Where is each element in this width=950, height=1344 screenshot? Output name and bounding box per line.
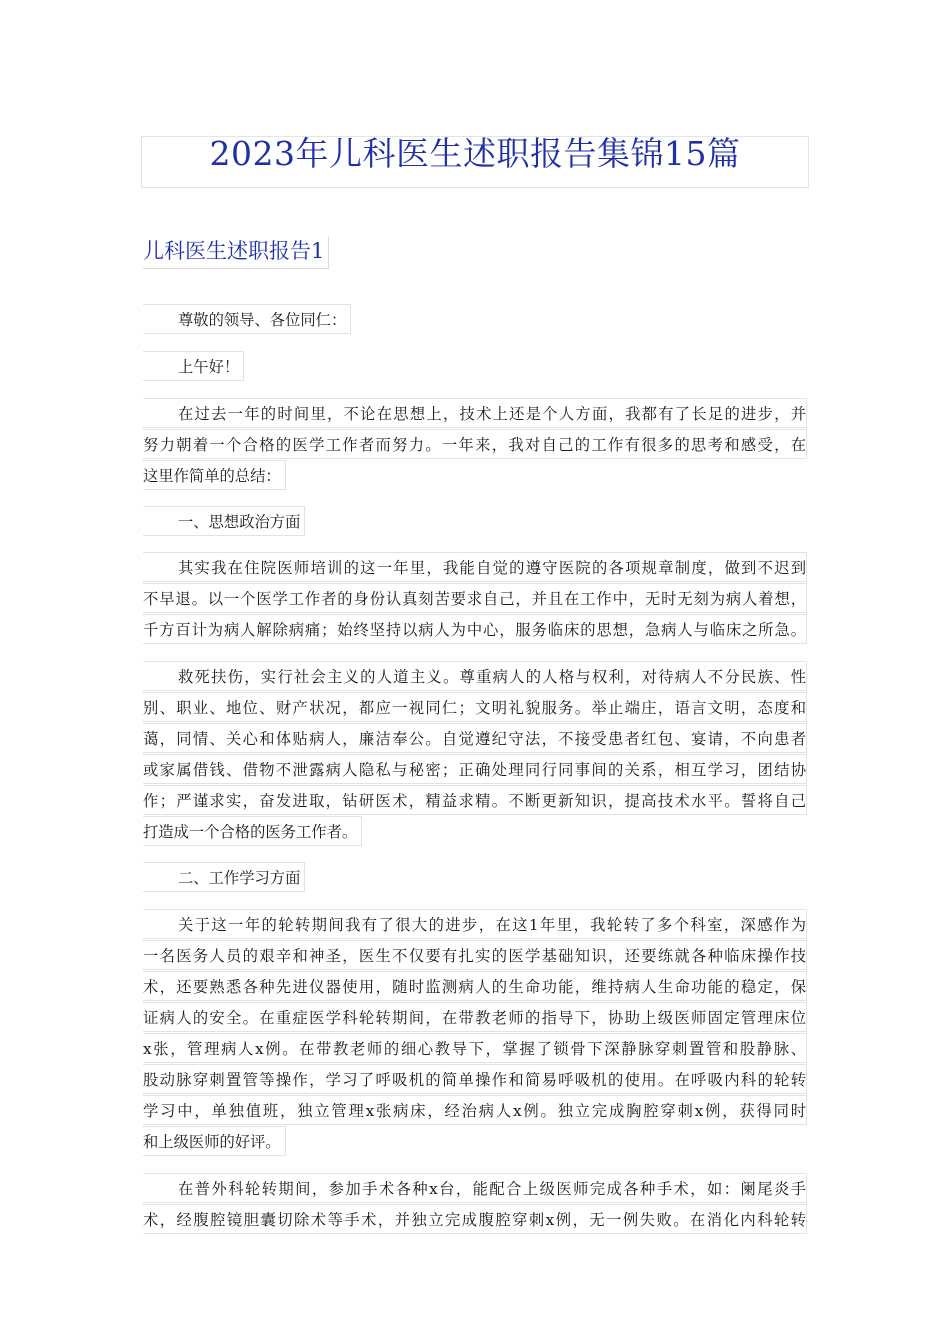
subheading-work-study: 二、工作学习方面 — [143, 862, 305, 892]
paragraph-line: 不早退。以一个医学工作者的身份认真刻苦要求自己，并且在工作中，无时无刻为病人着想， — [143, 583, 807, 613]
paragraph-line: 救死扶伤，实行社会主义的人道主义。尊重病人的人格与权利，对待病人不分民族、性 — [143, 661, 807, 691]
paragraph-line: 其实我在住院医师培训的这一年里，我能自觉的遵守医院的各项规章制度，做到不迟到 — [143, 552, 807, 582]
document-title: 2023年儿科医生述职报告集锦15篇 — [209, 134, 741, 173]
paragraph-line: 和上级医师的好评。 — [143, 1126, 286, 1156]
paragraph-line: 术，还要熟悉各种先进仪器使用，随时监测病人的生命功能，维持病人生命功能的稳定，保 — [143, 971, 807, 1001]
paragraph-line: 关于这一年的轮转期间我有了很大的进步，在这1年里，我轮转了多个科室，深感作为 — [143, 909, 807, 939]
paragraph-line: 在过去一年的时间里，不论在思想上，技术上还是个人方面，我都有了长足的进步，并 — [143, 398, 807, 428]
paragraph-line: 作；严谨求实，奋发进取，钻研医术，精益求精。不断更新知识，提高技术水平。誓将自己 — [143, 785, 807, 815]
paragraph-line: 蔼，同情、关心和体贴病人，廉洁奉公。自觉遵纪守法，不接受患者红包、宴请，不向患者 — [143, 723, 807, 753]
paragraph-line: 别、职业、地位、财产状况，都应一视同仁；文明礼貌服务。举止端庄，语言文明，态度和 — [143, 692, 807, 722]
paragraph-line: 或家属借钱、借物不泄露病人隐私与秘密；正确处理同行同事间的关系，相互学习，团结协 — [143, 754, 807, 784]
paragraph-line: 术，经腹腔镜胆囊切除术等手术，并独立完成腹腔穿刺x例，无一例失败。在消化内科轮转 — [143, 1204, 807, 1234]
paragraph-line: 学习中，单独值班，独立管理x张病床，经治病人x例。独立完成胸腔穿刺x例，获得同时 — [143, 1095, 807, 1125]
greeting-line: 上午好！ — [143, 351, 244, 381]
paragraph-line: 这里作简单的总结： — [143, 460, 286, 490]
paragraph-line: 打造成一个合格的医务工作者。 — [143, 816, 362, 846]
section-heading: 儿科医生述职报告1 — [143, 236, 329, 269]
subheading-politics: 一、思想政治方面 — [143, 506, 305, 536]
salutation-line: 尊敬的领导、各位同仁： — [143, 304, 351, 334]
paragraph-line: 证病人的安全。在重症医学科轮转期间，在带教老师的指导下，协助上级医师固定管理床位 — [143, 1002, 807, 1032]
paragraph-line: 一名医务人员的艰辛和神圣，医生不仅要有扎实的医学基础知识，还要练就各种临床操作技 — [143, 940, 807, 970]
paragraph-line: 在普外科轮转期间，参加手术各种x台，能配合上级医师完成各种手术，如：阑尾炎手 — [143, 1173, 807, 1203]
paragraph-line: 千方百计为病人解除病痛；始终坚持以病人为中心，服务临床的思想，急病人与临床之所急。 — [143, 614, 807, 644]
paragraph-line: 股动脉穿刺置管等操作，学习了呼吸机的简单操作和简易呼吸机的使用。在呼吸内科的轮转 — [143, 1064, 807, 1094]
paragraph-line: 努力朝着一个合格的医学工作者而努力。一年来，我对自己的工作有很多的思考和感受，在 — [143, 429, 807, 459]
paragraph-line: x张，管理病人x例。在带教老师的细心教导下，掌握了锁骨下深静脉穿刺置管和股静脉、 — [143, 1033, 807, 1063]
